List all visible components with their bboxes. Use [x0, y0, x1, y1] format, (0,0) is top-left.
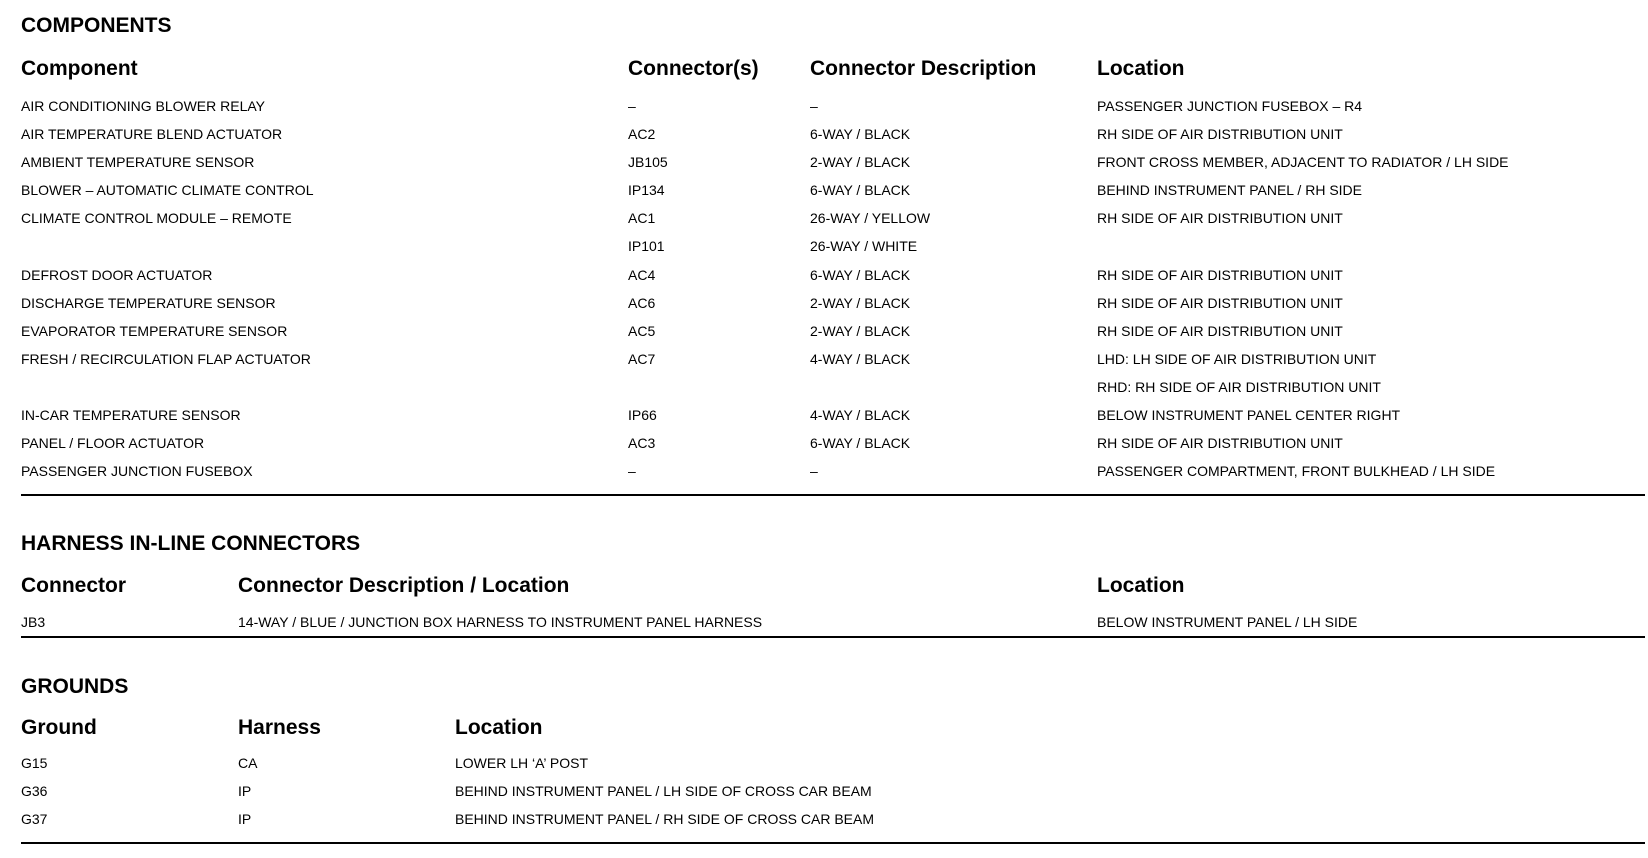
components-table: [0, 92, 1648, 485]
description-cell: 4-WAY / BLACK: [810, 407, 911, 424]
table-row: [0, 401, 1648, 429]
connector-cell: AC6: [628, 294, 656, 311]
table-row: [0, 749, 1648, 777]
location-cell: BEHIND INSTRUMENT PANEL / RH SIDE OF CROSS CAR BEAM: [455, 811, 875, 828]
harness-cell: CA: [238, 755, 258, 771]
location-cell: PASSENGER COMPARTMENT, FRONT BULKHEAD / LH SIDE: [1097, 463, 1496, 480]
component-cell: EVAPORATOR TEMPERATURE SENSOR: [21, 322, 288, 339]
table-row: [0, 176, 1648, 204]
location-cell: BELOW INSTRUMENT PANEL / LH SIDE: [1097, 614, 1358, 630]
table-row: [0, 805, 1648, 833]
ground-cell: G15: [21, 755, 48, 771]
header-connectors: Connector(s): [628, 57, 759, 80]
location-cell: RH SIDE OF AIR DISTRIBUTION UNIT: [1097, 435, 1343, 452]
header-component: Component: [21, 57, 138, 80]
component-cell: PASSENGER JUNCTION FUSEBOX: [21, 463, 253, 480]
description-cell: 6-WAY / BLACK: [810, 182, 911, 199]
table-row: [0, 289, 1648, 317]
table-row: [0, 373, 1648, 401]
component-cell: FRESH / RECIRCULATION FLAP ACTUATOR: [21, 350, 311, 367]
connector-cell: JB3: [21, 614, 46, 630]
location-cell: RHD: RH SIDE OF AIR DISTRIBUTION UNIT: [1097, 378, 1381, 395]
table-row: [0, 345, 1648, 373]
description-cell: 2-WAY / BLACK: [810, 294, 911, 311]
harness-cell: IP: [238, 811, 252, 828]
ground-cell: G36: [21, 783, 48, 800]
table-row: [0, 317, 1648, 345]
connector-cell: AC7: [628, 350, 656, 367]
description-cell: –: [810, 463, 818, 480]
component-cell: PANEL / FLOOR ACTUATOR: [21, 435, 205, 452]
header-ground: Ground: [21, 716, 97, 739]
location-cell: LHD: LH SIDE OF AIR DISTRIBUTION UNIT: [1097, 350, 1377, 367]
connector-cell: AC1: [628, 210, 656, 227]
component-cell: AIR TEMPERATURE BLEND ACTUATOR: [21, 126, 283, 143]
header-harness: Harness: [238, 716, 321, 739]
description-cell: 6-WAY / BLACK: [810, 126, 911, 143]
connector-cell: –: [628, 98, 636, 114]
connector-cell: IP101: [628, 238, 665, 255]
location-cell: BEHIND INSTRUMENT PANEL / LH SIDE OF CROSS CAR BEAM: [455, 783, 872, 800]
table-row: [0, 232, 1648, 260]
components-divider: [21, 494, 1645, 496]
table-row: [0, 120, 1648, 148]
harness-divider: [21, 636, 1645, 638]
table-row: [0, 148, 1648, 176]
grounds-title: GROUNDS: [21, 675, 129, 698]
location-cell: BELOW INSTRUMENT PANEL CENTER RIGHT: [1097, 407, 1401, 424]
grounds-divider: [21, 842, 1645, 844]
location-cell: RH SIDE OF AIR DISTRIBUTION UNIT: [1097, 126, 1343, 143]
location-cell: RH SIDE OF AIR DISTRIBUTION UNIT: [1097, 294, 1343, 311]
table-row: [0, 261, 1648, 289]
ground-cell: G37: [21, 811, 48, 828]
header-harness-location: Location: [1097, 574, 1185, 597]
description-cell: 26-WAY / YELLOW: [810, 210, 931, 227]
component-cell: CLIMATE CONTROL MODULE – REMOTE: [21, 210, 292, 227]
connector-cell: AC3: [628, 435, 656, 452]
location-cell: RH SIDE OF AIR DISTRIBUTION UNIT: [1097, 210, 1343, 227]
component-cell: AMBIENT TEMPERATURE SENSOR: [21, 154, 255, 171]
table-row: [0, 429, 1648, 457]
connector-cell: AC2: [628, 126, 656, 143]
description-cell: 4-WAY / BLACK: [810, 350, 911, 367]
location-cell: RH SIDE OF AIR DISTRIBUTION UNIT: [1097, 266, 1343, 283]
description-cell: 26-WAY / WHITE: [810, 238, 918, 255]
table-row: [0, 204, 1648, 232]
description-cell: 14-WAY / BLUE / JUNCTION BOX HARNESS TO INSTRUMENT PANEL HARNESS: [238, 614, 763, 630]
connector-cell: IP134: [628, 182, 665, 199]
connector-cell: AC4: [628, 266, 656, 283]
component-cell: DEFROST DOOR ACTUATOR: [21, 266, 213, 283]
table-row: [0, 608, 1648, 636]
components-title: COMPONENTS: [21, 14, 172, 37]
harness-table: [0, 608, 1648, 636]
header-connector: Connector: [21, 574, 126, 597]
description-cell: 2-WAY / BLACK: [810, 154, 911, 171]
location-cell: BEHIND INSTRUMENT PANEL / RH SIDE: [1097, 182, 1363, 199]
description-cell: 6-WAY / BLACK: [810, 266, 911, 283]
description-cell: –: [810, 98, 818, 114]
location-cell: PASSENGER JUNCTION FUSEBOX – R4: [1097, 98, 1363, 114]
header-ground-location: Location: [455, 716, 543, 739]
grounds-table: [0, 749, 1648, 833]
connector-cell: –: [628, 463, 636, 480]
header-connector-description-location: Connector Description / Location: [238, 574, 570, 597]
header-connector-description: Connector Description: [810, 57, 1037, 80]
harness-cell: IP: [238, 783, 252, 800]
component-cell: BLOWER – AUTOMATIC CLIMATE CONTROL: [21, 182, 314, 199]
harness-title: HARNESS IN-LINE CONNECTORS: [21, 532, 361, 555]
connector-cell: JB105: [628, 154, 668, 171]
table-row: [0, 457, 1648, 485]
component-cell: IN-CAR TEMPERATURE SENSOR: [21, 407, 241, 424]
description-cell: 2-WAY / BLACK: [810, 322, 911, 339]
connector-cell: IP66: [628, 407, 657, 424]
location-cell: FRONT CROSS MEMBER, ADJACENT TO RADIATOR / LH SIDE: [1097, 154, 1509, 171]
location-cell: RH SIDE OF AIR DISTRIBUTION UNIT: [1097, 322, 1343, 339]
description-cell: 6-WAY / BLACK: [810, 435, 911, 452]
location-cell: LOWER LH ‘A’ POST: [455, 755, 589, 771]
header-location: Location: [1097, 57, 1185, 80]
component-cell: AIR CONDITIONING BLOWER RELAY: [21, 98, 265, 114]
connector-cell: AC5: [628, 322, 656, 339]
table-row: [0, 92, 1648, 120]
component-cell: DISCHARGE TEMPERATURE SENSOR: [21, 294, 276, 311]
table-row: [0, 777, 1648, 805]
